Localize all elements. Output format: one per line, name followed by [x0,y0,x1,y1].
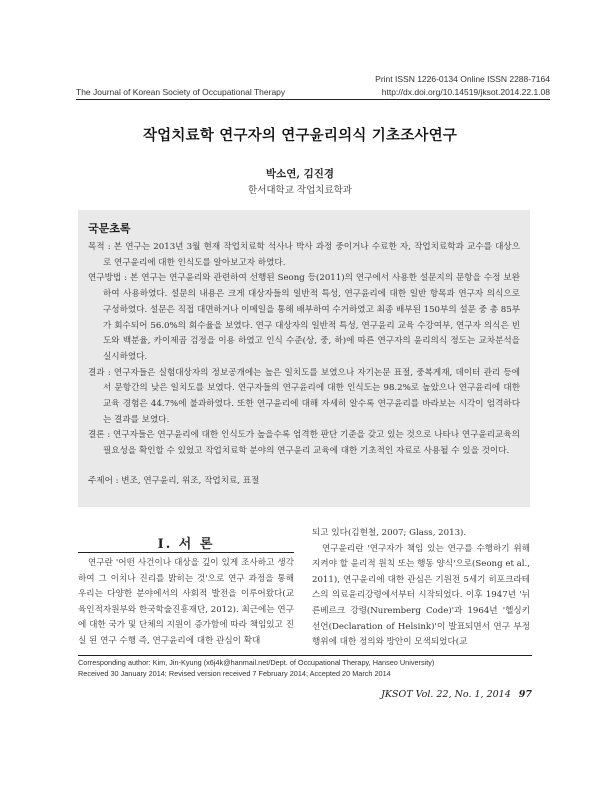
page-number: 97 [518,689,532,700]
submission-dates: Received 30 January 2014; Revised version received 7 February 2014; Accepted 20 March 2014 [78,669,391,678]
footnote-rule [78,655,532,656]
article-title: 작업치료학 연구자의 연구윤리의식 기초조사연구 [142,127,458,144]
page-footer [381,689,532,700]
abstract-results: 결과 : 연구자들은 실험대상자의 정보공개에는 높은 일치도를 보였으나 자기논문 표절, 중복게재, 데이터 관리 등에서 문항간의 낮은 일치도를 보였다. 연구자들의 연구윤리에 대한 인식도는 98.2%로 높았으나 연구윤리에 대한 교육 경험은 44.7%에 불과하였다. 또한 연구윤리에 대해 자세히 알수록 연구윤리를 바라보는 시각이 엄격하다는 결과를 보였다. [88,367,520,425]
abstract-keywords: 주제어 : 변조, 연구윤리, 위조, 작업치료, 표절 [88,475,260,486]
body-column-left [78,556,294,650]
body-column-right [312,526,530,651]
section-title: Ⅰ. 서 론 [157,537,215,552]
corresponding-author: Corresponding author: Kim, Jin-Kyung (x6j4k@hanmail.net/Dept. of Occupational Therapy, Hanseo University) [78,658,435,667]
journal-name: The Journal of Korean Society of Occupational Therapy [76,87,286,97]
body-paragraph: 연구란 '어떤 사건이나 대상을 깊이 있게 조사하고 생각하여 그 이치나 진리를 밝히는 것'으로 연구 과정을 통해 우리는 다양한 분야에서의 사회적 발전을 이루어왔다(교육인적자원부와 한국학술진흥재단, 2012). 최근에는 연구에 대한 국가 및 단체의 지원이 증가함에 따라 책임있고 진실 된 연구 수행 즉, 연구윤리에 대한 관심이 확대 [78,558,294,646]
footer-journal-ref: JKSOT Vol. 22, No. 1, 2014 [381,689,511,700]
body-paragraph: 되고 있다(김현철, 2007; Glass, 2013). [312,528,467,538]
abstract-heading: 국문초록 [88,222,131,235]
abstract-methods: 연구방법 : 본 연구는 연구윤리와 관련하여 선행된 Seong 등(2011)의 연구에서 사용한 설문지의 문항을 수정 보완하여 사용하였다. 설문의 내용은 크게 대상자들의 일반적 특성, 연구윤리에 대한 일반 항목과 연구자 의식으로 구성하였다. 설문은 직접 대면하거나 이메일을 통해 배부하여 수거하였고 최종 배부된 150부의 설문 중 총 85부가 회수되어 56.0%의 회수율을 보였다. 연구 대상자의 일반적 특성, 연구윤리 교육 수강여부, 연구자 의식은 빈도와 백분율, 카이제곱 검정을 이용 하였고 인식 수준(상, 중, 하)에 따른 연구자의 윤리의식 정도는 교차분석을 실시하였다. [88,273,520,362]
abstract-conclusion: 결론 : 연구자들은 연구윤리에 대한 인식도가 높을수록 엄격한 판단 기준을 갖고 있는 것으로 나타나 연구윤리교육의 필요성을 확인할 수 있었고 작업치료학 분야의 연구윤리 교육에 대한 기초적인 자료로 사용될 수 있을 것이다. [88,430,520,457]
article-authors: 박소연, 김진경 [265,168,335,180]
doi-link[interactable]: http://dx.doi.org/10.14519/jksot.2014.22.1.08 [381,87,550,97]
article-affiliation: 한서대학교 작업치료학과 [248,185,352,196]
header-rule [76,99,550,100]
abstract-box [78,210,530,507]
body-paragraph: 연구윤리란 '연구자가 책임 있는 연구를 수행하기 위해 지켜야 할 윤리적 원칙 또는 행동 양식'으로(Seong et al., 2011), 연구윤리에 대한 관심은 기원전 5세기 히포크라테스의 의료윤리강령에서부터 시작되었다. 이후 1947년 '뉘른베르크 강령(Nuremberg Code)'과 1964년 '헬싱키 선언(Declaration of Helsink)'이 발표되면서 연구 부정행위에 대한 정의와 방안이 모색되었다(교 [312,543,530,648]
issn-line: Print ISSN 1226-0134 Online ISSN 2288-7164 [375,74,550,84]
section-rule [78,552,294,553]
abstract-purpose: 목적 : 본 연구는 2013년 3월 현재 작업치료학 석사나 박사 과정 중이거나 수료한 자, 작업치료학과 교수를 대상으로 연구윤리에 대한 인식도를 알아보고자 하였다. [88,242,520,268]
